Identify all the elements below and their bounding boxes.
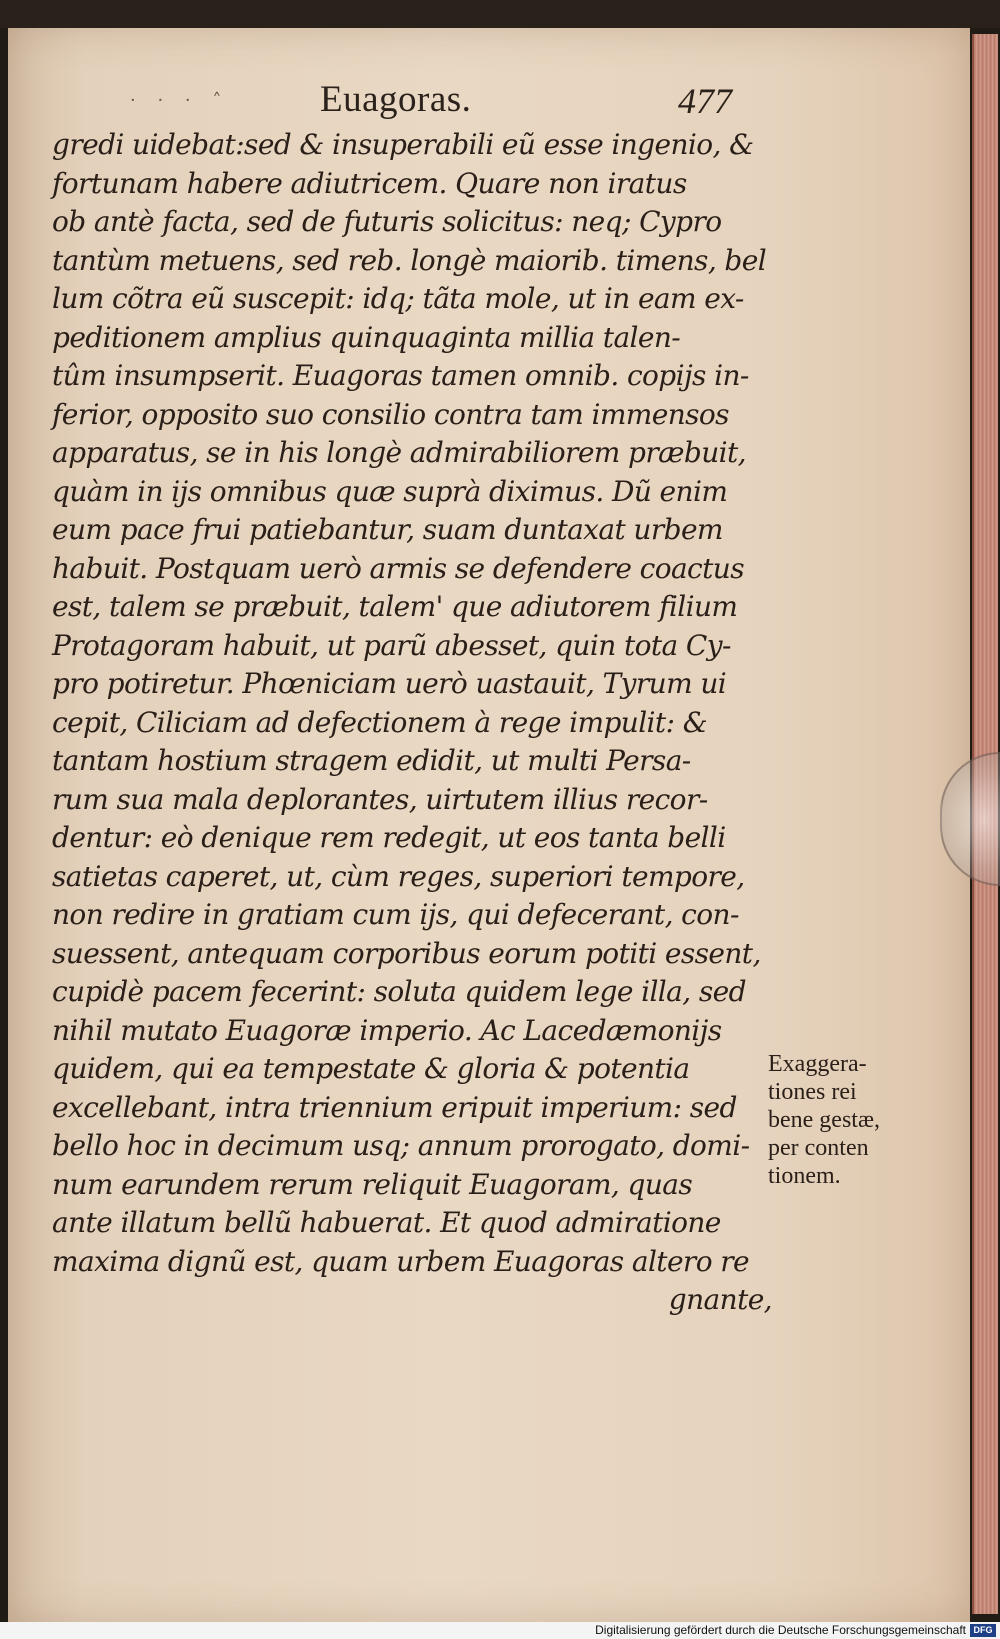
text-line: est, talem se præbuit, talem' que adiutorem filium: [52, 590, 738, 623]
marginal-note-line: Exaggera-: [768, 1051, 867, 1077]
running-head: Euagoras.: [320, 79, 472, 120]
text-line: quàm in ijs omnibus quæ suprà diximus. Dũ enim: [52, 474, 728, 508]
marginal-note-line: bene gestæ,: [768, 1107, 880, 1133]
text-line: habuit. Postquam uerò armis se defendere coactus: [52, 551, 744, 585]
text-line: cupidè pacem fecerint: soluta quidem lege illa, sed: [52, 975, 746, 1008]
body-text: [52, 126, 772, 1320]
text-line: tantam hostium stragem edidit, ut multi Persa-: [52, 744, 691, 777]
text-line: satietas caperet, ut, cùm reges, superiori tempore,: [52, 859, 745, 893]
text-line: gredi uidebat:sed & insuperabili eũ esse ingenio, &: [52, 128, 754, 161]
text-line: ante illatum bellũ habuerat. Et quod admiratione: [52, 1206, 721, 1239]
text-line: num earundem rerum reliquit Euagoram, quas: [52, 1167, 693, 1201]
text-line: ferior, opposito suo consilio contra tam immensos: [52, 397, 729, 431]
text-line: apparatus, se in his longè admirabiliorem præbuit,: [52, 436, 746, 469]
text-line: nihil mutato Euagoræ imperio. Ac Lacedæmonijs: [52, 1013, 722, 1047]
ink-specks: · · · ˄: [130, 90, 230, 111]
text-line: peditionem amplius quinquaginta millia talen-: [52, 320, 681, 354]
text-line: rum sua mala deplorantes, uirtutem illius recor-: [52, 782, 708, 816]
marginal-note-line: per conten: [768, 1135, 869, 1161]
marginal-note-line: tionem.: [768, 1163, 841, 1189]
text-line: bello hoc in decimum usq; annum prorogato, domi-: [52, 1129, 750, 1162]
marginal-note-line: tiones rei: [768, 1079, 857, 1105]
text-line: fortunam habere adiutricem. Quare non iratus: [52, 166, 687, 200]
text-line-catchword: gnante,: [668, 1283, 772, 1316]
scan-top-edge: [0, 0, 1000, 28]
text-line: excellebant, intra triennium eripuit imperium: sed: [52, 1090, 737, 1124]
text-line: eum pace frui patiebantur, suam duntaxat urbem: [52, 513, 723, 546]
text-line: tûm insumpserit. Euagoras tamen omnib. copijs in-: [52, 359, 749, 392]
text-line: cepit, Ciliciam ad defectionem à rege impulit: &: [52, 705, 708, 739]
text-line: dentur: eò denique rem redegit, ut eos tanta belli: [52, 821, 726, 854]
text-line: tantùm metuens, sed reb. longè maiorib. timens, bel: [52, 243, 767, 277]
text-line: ob antè facta, sed de futuris solicitus: neq; Cypro: [52, 205, 722, 238]
text-line: Protagoram habuit, ut parũ abesset, quin tota Cy-: [52, 628, 731, 662]
text-line: non redire in gratiam cum ijs, qui defecerant, con-: [52, 898, 739, 931]
funding-notice: Digitalisierung gefördert durch die Deutsche Forschungsgemeinschaft: [595, 1623, 966, 1637]
text-line: lum cõtra eũ suscepit: idq; tãta mole, ut in eam ex-: [52, 282, 744, 315]
text-line: maxima dignũ est, quam urbem Euagoras altero re: [52, 1244, 750, 1278]
text-line: suessent, antequam corporibus eorum potiti essent,: [52, 936, 761, 970]
marginal-note: [768, 1050, 908, 1190]
dfg-logo: DFG: [970, 1624, 996, 1637]
page-number: 477: [678, 81, 732, 121]
text-line: quidem, qui ea tempestate & gloria & potentia: [52, 1052, 690, 1085]
text-line: pro potiretur. Phœniciam uerò uastauit, Tyrum ui: [52, 667, 727, 700]
